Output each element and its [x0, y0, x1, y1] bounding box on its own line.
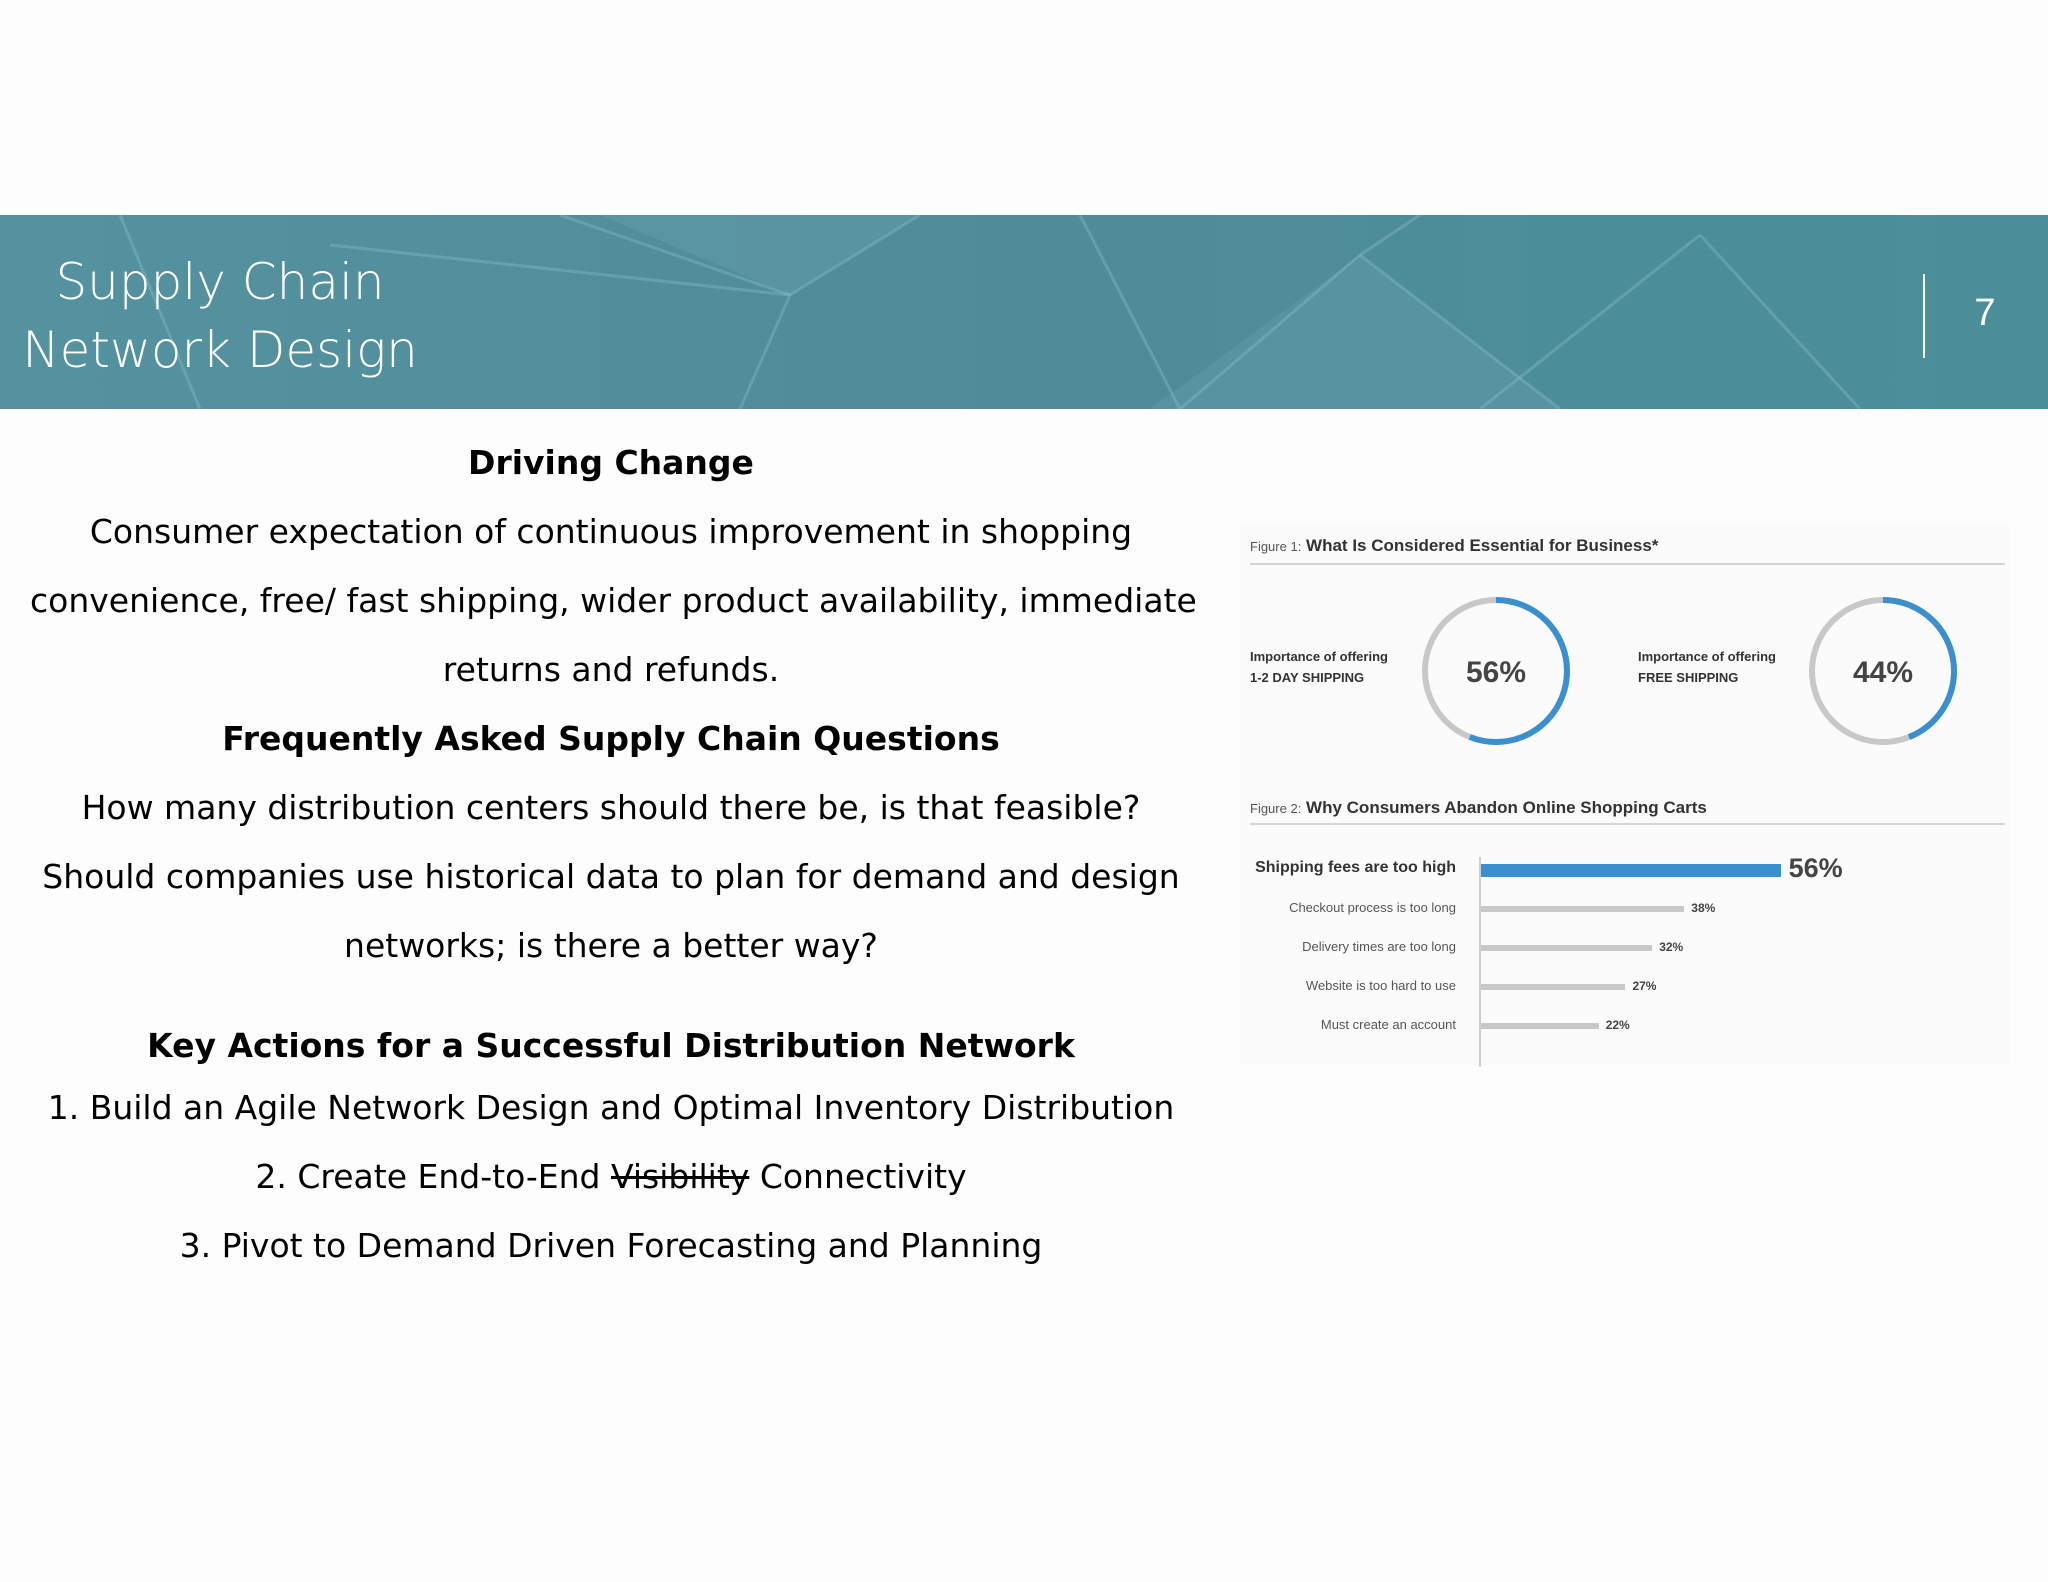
donut-1-label-line-2: 1-2 DAY SHIPPING [1250, 670, 1365, 685]
key-action-2 [30, 1157, 1192, 1196]
key-action-2-prefix: 2. Create End-to-End [255, 1157, 601, 1196]
key-action-3: 3. Pivot to Demand Driven Forecasting and Planning [179, 1226, 1043, 1265]
bar [1481, 984, 1625, 990]
bar-label: Shipping fees are too high [1255, 859, 1456, 876]
slide-title-line-2: Network Design [22, 321, 418, 379]
key-actions-heading: Key Actions for a Successful Distribution Network [147, 1026, 1075, 1065]
bar-label: Checkout process is too long [1289, 900, 1456, 915]
figure-2-rule [1250, 823, 2005, 825]
faq-line-1: How many distribution centers should there be, is that feasible? [81, 788, 1141, 827]
key-action-2-suffix: Connectivity [759, 1157, 967, 1196]
bar [1481, 864, 1781, 877]
driving-change-line-1: Consumer expectation of continuous improvement in shopping [89, 512, 1133, 551]
figures-panel [1240, 525, 2010, 1065]
driving-change-heading: Driving Change [468, 443, 754, 482]
bar-value-label: 56% [1788, 853, 1843, 883]
bar [1481, 1023, 1599, 1029]
bar-value-label: 22% [1605, 1018, 1630, 1032]
donut-2-label-line-2: FREE SHIPPING [1638, 670, 1739, 685]
figure-1-caption [1250, 536, 1658, 556]
bar-value-label: 38% [1691, 901, 1716, 915]
figure-2-title: Why Consumers Abandon Online Shopping Carts [1306, 798, 1707, 817]
slide-title [0, 248, 440, 384]
figure-2-number: Figure 2: [1250, 801, 1302, 816]
faq-heading: Frequently Asked Supply Chain Questions [222, 719, 1000, 758]
key-action-1: 1. Build an Agile Network Design and Optimal Inventory Distribution [47, 1088, 1175, 1127]
page-number: 7 [1974, 292, 1996, 334]
donut-1-label-line-1: Importance of offering [1250, 649, 1388, 664]
bar-value-label: 27% [1632, 979, 1657, 993]
page-number-divider [1923, 274, 1925, 358]
slide-title-line-1: Supply Chain [55, 253, 385, 311]
donut-2-label-line-1: Importance of offering [1638, 649, 1776, 664]
figure-1-title: What Is Considered Essential for Business* [1306, 536, 1659, 555]
figure-1-rule [1250, 563, 2005, 565]
driving-change-line-3: returns and refunds. [442, 650, 780, 689]
faq-line-3: networks; is there a better way? [344, 926, 878, 965]
donut-1-label [1250, 646, 1388, 688]
bar-label: Website is too hard to use [1305, 978, 1456, 993]
donut-2-label [1638, 646, 1776, 688]
bar-label: Delivery times are too long [1302, 939, 1456, 954]
figure-2-caption [1250, 798, 1707, 818]
bar-chart-axis [1479, 857, 1481, 1067]
driving-change-line-2: convenience, free/ fast shipping, wider product availability, immediate [30, 581, 1197, 620]
bar [1481, 945, 1652, 951]
donut-chart-1 [1416, 591, 1576, 751]
bar-label: Must create an account [1320, 1017, 1456, 1032]
donut-2-value: 44% [1852, 656, 1914, 689]
donut-1-value: 56% [1465, 656, 1527, 689]
key-action-2-struck-word: Visibility [611, 1157, 750, 1196]
donut-chart-2 [1803, 591, 1963, 751]
bar-value-label: 32% [1659, 940, 1684, 954]
faq-line-2: Should companies use historical data to plan for demand and design [42, 857, 1180, 896]
figure-1-number: Figure 1: [1250, 539, 1302, 554]
bar [1481, 906, 1684, 912]
